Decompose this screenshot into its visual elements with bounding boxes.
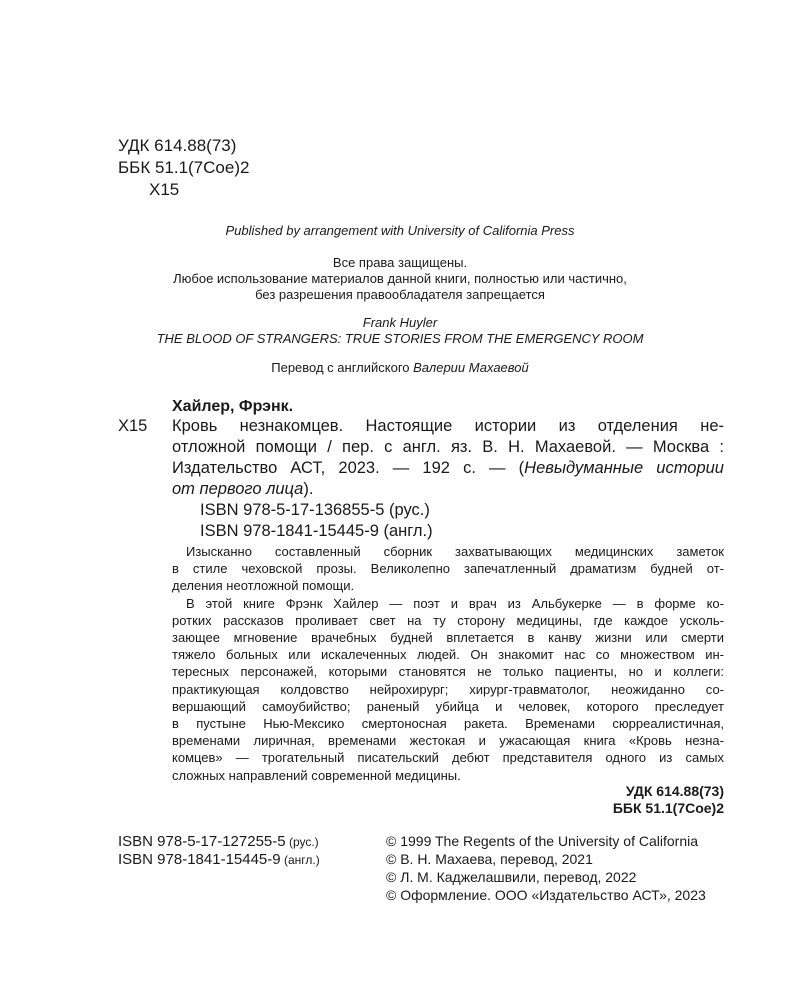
- annotation-p2-line: В этой книге Фрэнк Хайлер — поэт и врач из Альбукерке — в форме ко-: [186, 595, 724, 611]
- isbn-bottom-en-num: ISBN 978-1841-15445-9: [118, 851, 281, 868]
- annotation-p2-line: сложных направлений современной медицины.: [172, 767, 461, 783]
- annotation-p2-line: зающее мгновение врачебных будней вплетается в канву жизни или смерти: [172, 630, 724, 646]
- isbn-bottom-ru: [118, 832, 319, 851]
- annotation-p2-line: временами лиричная, временами жестокая и ужасающая книга «Кровь незна-: [172, 733, 724, 749]
- annotation-p2-line: комцев» — трогательный писательский дебют представителя одного из самых: [172, 750, 724, 766]
- author-sign-top: Х15: [149, 180, 180, 199]
- bbk-code-top: ББК 51.1(7Сое)2: [118, 158, 250, 177]
- isbn-bottom-en: [118, 850, 320, 869]
- annotation-p2-line: тяжело больных или искалеченных людей. Он знакомит нас со множеством ин-: [172, 647, 724, 663]
- published-arrangement: Published by arrangement with University of California Press: [225, 223, 575, 238]
- copyright-2: © В. Н. Махаева, перевод, 2021: [386, 851, 593, 867]
- isbn-ru: ISBN 978-5-17-136855-5 (рус.): [200, 501, 430, 519]
- annotation-p1-line: деления неотложной помощи.: [172, 578, 355, 594]
- entry-line-4: [172, 479, 724, 500]
- annotation-p1-line: Изысканно составленный сборник захватывающих медицинских заметок: [186, 544, 724, 559]
- entry-line-3: [172, 458, 724, 479]
- rights-line-2: Любое использование материалов данной книги, полностью или частично,: [173, 271, 627, 286]
- annotation-p2-line: вершающий самоубийство; раненый убийца и человек, которого преследует: [172, 698, 724, 714]
- copyright-4: © Оформление. ООО «Издательство АСТ», 2023: [386, 887, 706, 903]
- isbn-bottom-ru-lang: (рус.): [285, 835, 319, 849]
- series-title-end: от первого лица: [172, 480, 304, 498]
- translator-name: Валерии Махаевой: [413, 360, 529, 375]
- udk-code-bottom: УДК 614.88(73): [625, 783, 724, 799]
- copyright-3: © Л. М. Каджелашвили, перевод, 2022: [386, 869, 637, 885]
- annotation-p2-line: в пустыне Нью-Мексико смертоносная ракета. Временами сюрреалистичная,: [172, 716, 724, 732]
- series-title: Невыдуманные истории: [524, 459, 724, 477]
- translation-prefix: Перевод с английского: [271, 360, 414, 375]
- translation-credit: [0, 360, 800, 376]
- entry-line-1: Кровь незнакомцев. Настоящие истории из отделения не-: [172, 417, 724, 435]
- isbn-bottom-ru-num: ISBN 978-5-17-127255-5: [118, 833, 286, 850]
- entry-author-sign: Х15: [118, 417, 148, 435]
- annotation-p1-line: в стиле чеховской прозы. Великолепно запечатленный драматизм будней от-: [172, 561, 724, 577]
- original-title: THE BLOOD OF STRANGERS: TRUE STORIES FROM THE EMERGENCY ROOM: [156, 331, 644, 346]
- entry-close: ).: [303, 480, 314, 498]
- isbn-en: ISBN 978-1841-15445-9 (англ.): [200, 522, 433, 540]
- rights-line-1: Все права защищены.: [332, 255, 468, 270]
- annotation-p2-line: ротких рассказов проливает свет на ту сторону медицины, где каждое усколь-: [172, 612, 724, 628]
- rights-line-3: без разрешения правообладателя запрещается: [255, 287, 545, 302]
- copyright-1: © 1999 The Regents of the University of California: [386, 833, 698, 849]
- annotation-p2-line: тересных персонажей, которыми становятся не только пациенты, но и коллеги:: [172, 664, 724, 680]
- entry-author: Хайлер, Фрэнк.: [172, 398, 294, 415]
- entry-description: [172, 416, 724, 500]
- annotation-p2-line: практикующая колдовство нейрохирург; хирург-травматолог, неожиданно со-: [172, 681, 724, 697]
- isbn-bottom-en-lang: (англ.): [280, 853, 320, 867]
- bbk-code-bottom: ББК 51.1(7Сое)2: [612, 800, 724, 816]
- annotation: [172, 543, 724, 784]
- entry-line-3-text: Издательство АСТ, 2023. — 192 с. — (: [172, 459, 525, 477]
- udk-code-top: УДК 614.88(73): [118, 136, 237, 155]
- entry-line-2: отложной помощи / пер. с англ. яз. В. Н. Махаевой. — Москва :: [172, 438, 724, 456]
- original-author: Frank Huyler: [362, 315, 438, 330]
